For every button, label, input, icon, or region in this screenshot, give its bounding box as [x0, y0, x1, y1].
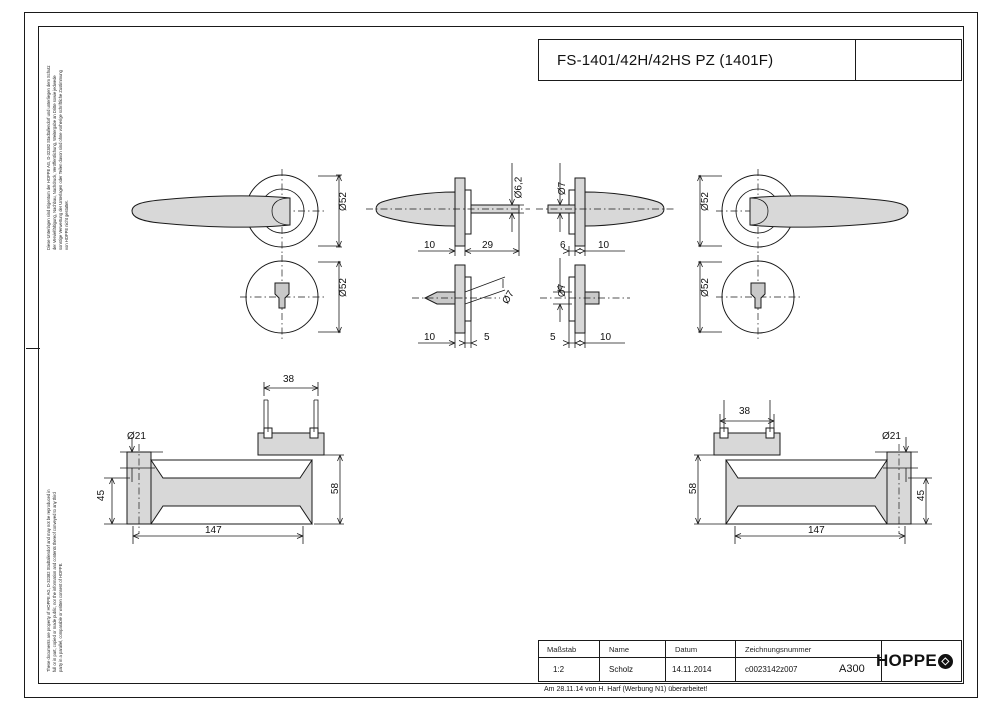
- dim-section-b-6: 6: [560, 240, 566, 251]
- tb-header-scale: Maßstab: [547, 645, 577, 654]
- title-block-footer: [538, 640, 962, 682]
- tb-header-drawing-number: Zeichnungsnummer: [745, 645, 812, 654]
- tb-header-name: Name: [609, 645, 630, 654]
- dim-hole-7-bottom-left: Ø7: [500, 288, 517, 307]
- dim-lever-right-neck-dia: Ø21: [882, 431, 901, 442]
- hoppe-mark-icon: ◇: [938, 654, 953, 669]
- tb-div-1: [599, 641, 600, 681]
- tb-value-date: 14.11.2014: [672, 665, 712, 674]
- copyright-note-english: These documents are property of HOPPE AG, D-32382 Stadtallendorf and may not be reproduced in full or in part, copied or made public, nor the information and contents thereof conveyed to any third party in a parallel, comparable or written consent of HOPPE.: [46, 489, 63, 672]
- tb-value-scale: 1:2: [553, 665, 565, 674]
- copyright-note-german: Diese Unterlagen sind Eigentum der HOPPE AG, D-32382 Stadtallendorf und unterliegen dem Schutz der Vervielfältigung, Nachbau, Nachdruck, Veröffentlichung, Weitergabe an Dritte sowie jedwede sonstige Verwertung der Unterlagen oder Teilen davon sind ohne vorherige schriftliche Zustimmung von HOPPE nicht gestattet.: [46, 65, 69, 250]
- dim-section-c-5: 5: [484, 332, 490, 343]
- dim-hole-7-top-right: Ø7: [557, 181, 569, 196]
- view-rose-pz-left: [240, 255, 342, 339]
- dim-lever-right-width: 38: [739, 406, 751, 417]
- tb-hline: [539, 657, 881, 658]
- dim-lever-right-45: 45: [916, 489, 928, 502]
- dim-lever-left-45: 45: [96, 489, 108, 502]
- dim-lever-right-58: 58: [688, 482, 700, 495]
- dim-rosette-dia-top-left: Ø52: [337, 192, 349, 211]
- dim-section-a-10: 10: [424, 240, 436, 251]
- dim-section-c-10: 10: [424, 332, 436, 343]
- view-front-left: [132, 169, 342, 253]
- tb-header-date: Datum: [675, 645, 698, 654]
- dim-rosette-dia-bottom-left: Ø52: [337, 278, 349, 297]
- dim-rosette-dia-top-right: Ø52: [699, 192, 711, 211]
- tb-div-2: [665, 641, 666, 681]
- dim-section-d-5: 5: [550, 332, 556, 343]
- dim-rosette-dia-bottom-right: Ø52: [699, 278, 711, 297]
- dim-lever-right-length: 147: [808, 525, 825, 536]
- tb-value-drawing-number: c0023142z007: [745, 665, 798, 674]
- view-rose-pz-right: [698, 255, 801, 339]
- dim-lever-left-58: 58: [330, 482, 342, 495]
- tb-value-name: Scholz: [609, 665, 634, 674]
- view-lever-top-left: [104, 382, 344, 544]
- dim-lever-left-neck-dia: Ø21: [127, 431, 146, 442]
- drawing-title: FS-1401/42H/42HS PZ (1401F): [557, 52, 774, 69]
- dim-hole-6-2: Ø6,2: [513, 176, 525, 199]
- brand-logo: [876, 651, 953, 671]
- view-section-left: [366, 163, 530, 256]
- dim-section-a-29: 29: [482, 240, 494, 251]
- dim-section-b-10: 10: [598, 240, 610, 251]
- dim-lever-left-length: 147: [205, 525, 222, 536]
- view-front-right: [698, 169, 909, 253]
- revision-note: Am 28.11.14 von H. Harf (Werbung N1) überarbeitet!: [544, 686, 708, 693]
- tb-div-3: [735, 641, 736, 681]
- brand-name: HOPPE: [875, 651, 937, 670]
- dim-lever-left-width: 38: [283, 374, 295, 385]
- dim-section-d-10: 10: [600, 332, 612, 343]
- dim-hole-7-bottom-right: Ø7: [557, 283, 569, 298]
- view-lever-top-right: [694, 400, 932, 544]
- tb-value-format: A300: [839, 663, 865, 675]
